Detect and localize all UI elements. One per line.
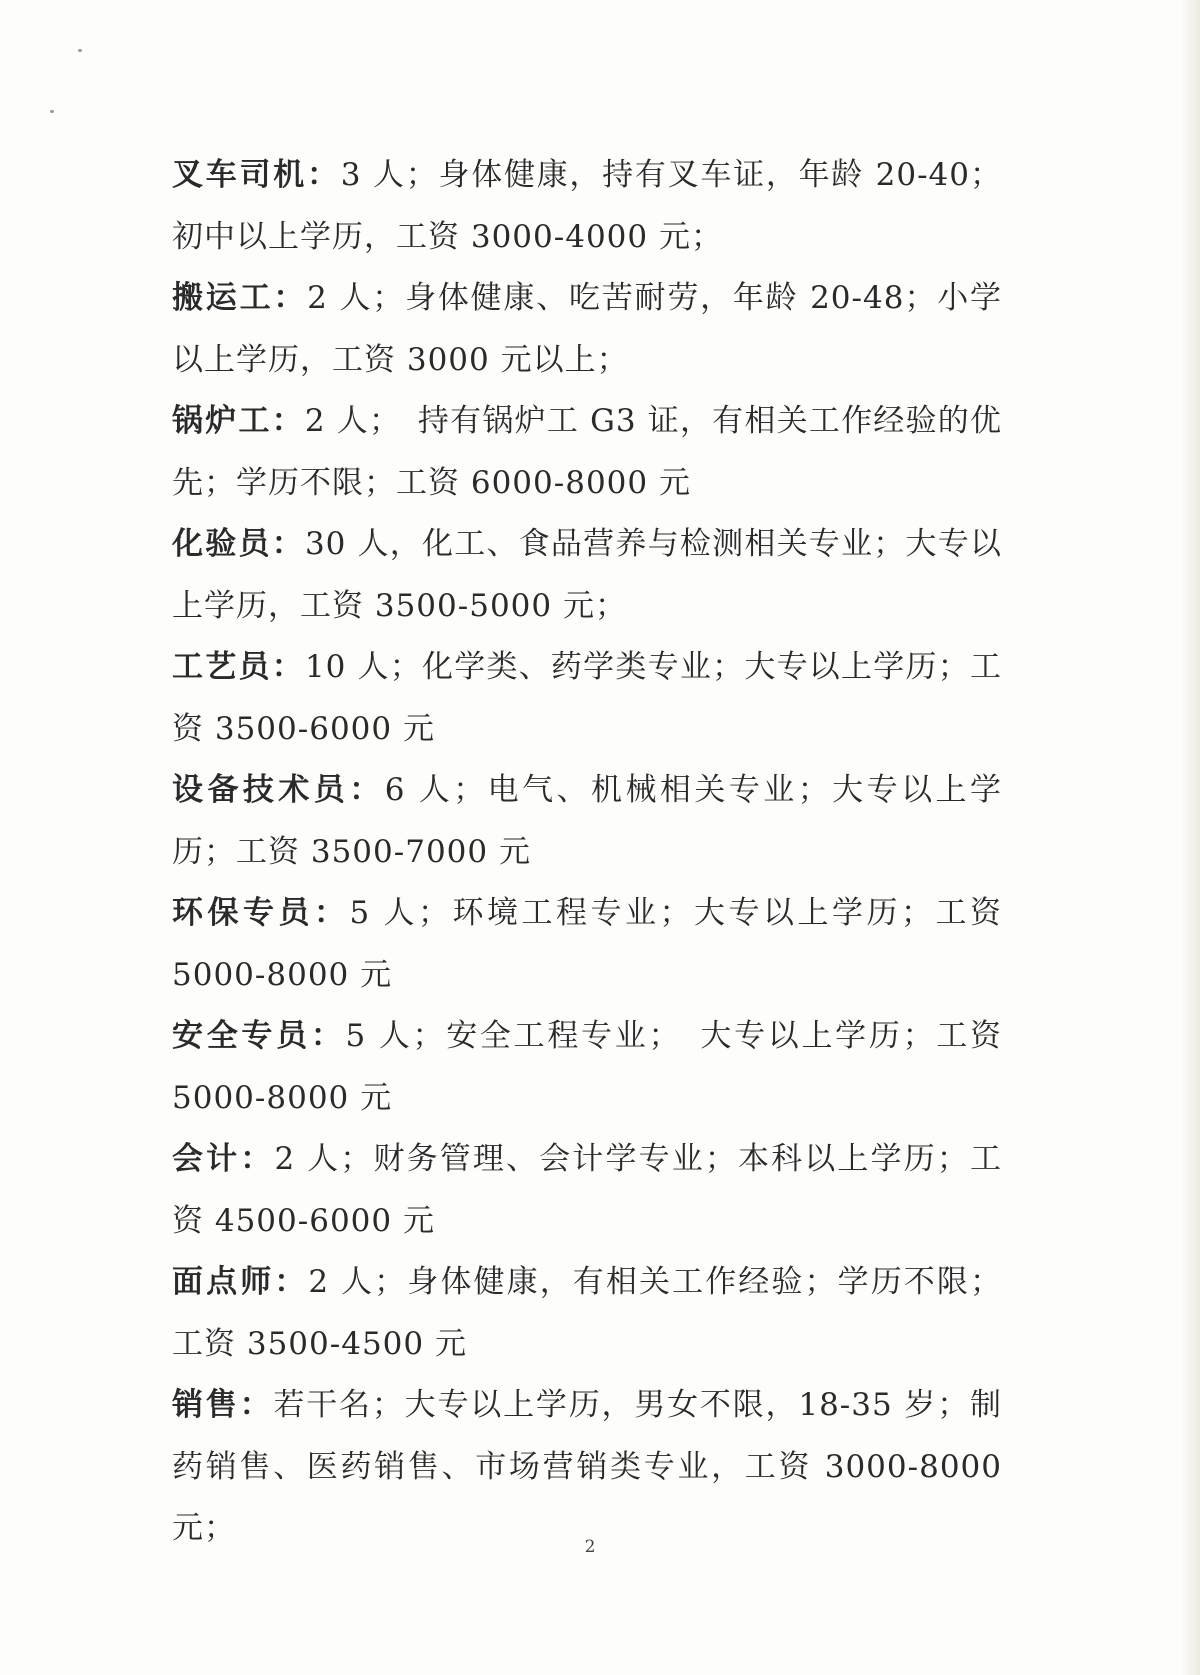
job-entry xyxy=(172,514,1002,637)
job-details: 2 人；身体健康、吃苦耐劳，年龄 20-48；小学以上学历，工资 3000 元以上； xyxy=(172,280,1003,378)
job-entry xyxy=(172,883,1002,1006)
job-title: 面点师： xyxy=(172,1264,309,1300)
job-details: 若干名；大专以上学历，男女不限，18-35 岁；制药销售、医药销售、市场营销类专业，工资 3000-8000 元； xyxy=(172,1387,1002,1546)
job-details: 10 人；化学类、药学类专业；大专以上学历；工资 3500-6000 元 xyxy=(172,649,1002,747)
job-entry xyxy=(172,1006,1002,1129)
job-details: 2 人；财务管理、会计学专业；本科以上学历；工资 4500-6000 元 xyxy=(172,1141,1003,1239)
job-title: 锅炉工： xyxy=(172,403,305,439)
job-listing xyxy=(172,145,1002,1560)
job-title: 会计： xyxy=(172,1141,275,1177)
job-entry xyxy=(172,1129,1002,1252)
job-entry xyxy=(172,391,1002,514)
job-title: 工艺员： xyxy=(172,649,305,685)
job-details: 30 人，化工、食品营养与检测相关专业；大专以上学历，工资 3500-5000 元； xyxy=(172,526,1002,624)
job-entry xyxy=(172,145,1002,268)
job-title: 叉车司机： xyxy=(172,157,341,193)
job-title: 设备技术员： xyxy=(172,772,385,808)
job-details: 3 人；身体健康，持有叉车证，年龄 20-40；初中以上学历，工资 3000-4000 元； xyxy=(172,157,1003,255)
job-entry xyxy=(172,1375,1002,1560)
scan-speck xyxy=(78,49,82,52)
job-details: 2 人； 持有锅炉工 G3 证，有相关工作经验的优先；学历不限；工资 6000-8000 元 xyxy=(172,403,1002,501)
job-title: 搬运工： xyxy=(172,280,308,316)
page-number: 2 xyxy=(584,1537,596,1557)
job-details: 2 人；身体健康，有相关工作经验；学历不限；工资 3500-4500 元 xyxy=(172,1264,1002,1362)
job-entry xyxy=(172,268,1002,391)
job-title: 销售： xyxy=(172,1387,274,1423)
job-entry xyxy=(172,637,1002,760)
job-title: 安全专员： xyxy=(172,1018,346,1054)
job-details: 6 人；电气、机械相关专业；大专以上学历；工资 3500-7000 元 xyxy=(172,772,1002,870)
job-entry xyxy=(172,1252,1002,1375)
job-details: 5 人；安全工程专业； 大专以上学历；工资 5000-8000 元 xyxy=(172,1018,1003,1116)
job-title: 化验员： xyxy=(172,526,305,562)
job-details: 5 人；环境工程专业；大专以上学历；工资 5000-8000 元 xyxy=(172,895,1002,993)
scan-speck xyxy=(50,110,54,113)
scan-edge xyxy=(1180,0,1200,1675)
job-entry xyxy=(172,760,1002,883)
job-title: 环保专员： xyxy=(172,895,350,931)
